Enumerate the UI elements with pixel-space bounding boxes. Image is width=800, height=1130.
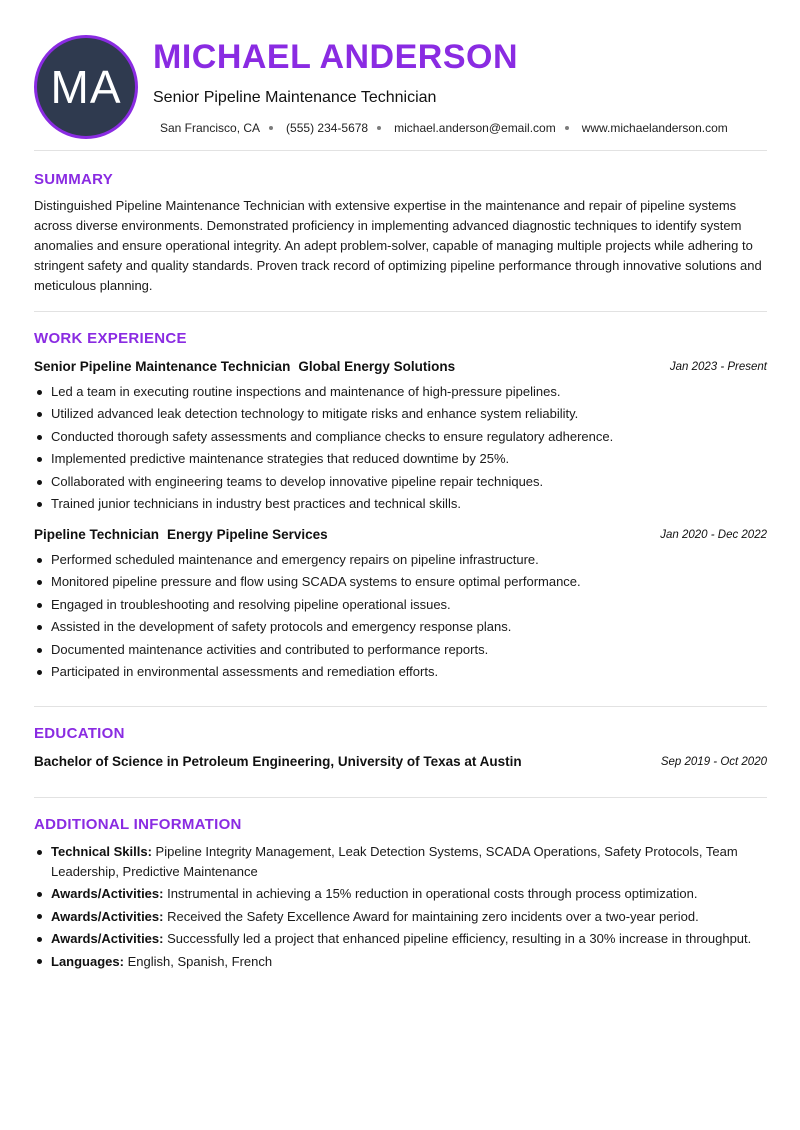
additional-heading: ADDITIONAL INFORMATION — [34, 816, 242, 833]
item-text: Pipeline Integrity Management, Leak Detection Systems, SCADA Operations, Safety Protocols, Team Leadership, Predictive Maintenance — [51, 844, 738, 879]
divider — [34, 150, 767, 151]
item-text: English, Spanish, French — [127, 953, 273, 969]
item-label: Awards/Activities: — [51, 886, 164, 901]
summary-text: Distinguished Pipeline Maintenance Technician with extensive expertise in the maintenance and repair of pipeline systems across diverse environments. Demonstrated proficiency in implementing advanced diagnostic techniques to identify system anomalies and ensure operational integrity. An adept problem-solver, capable of managing multiple projects while adhering to stringent safety and quality standards. Proven track record of optimizing pipeline performance through innovative solutions and meticulous planning. — [34, 198, 762, 293]
summary-heading: SUMMARY — [34, 171, 114, 188]
contact-separator-dot — [377, 126, 381, 130]
candidate-name: MICHAEL ANDERSON — [153, 38, 519, 76]
list-item: Monitored pipeline pressure and flow using SCADA systems to ensure optimal performance. — [34, 571, 767, 593]
resume-header — [0, 0, 800, 150]
job-bullets — [34, 381, 767, 515]
list-item — [34, 952, 767, 972]
item-text: Received the Safety Excellence Award for maintaining zero incidents over a two-year period. — [167, 908, 699, 924]
item-label: Awards/Activities: — [51, 908, 164, 924]
contact-email[interactable]: michael.anderson@email.com — [394, 121, 556, 135]
job-header — [34, 359, 767, 374]
additional-list — [34, 842, 767, 974]
contact-row — [160, 121, 728, 135]
contact-phone: (555) 234-5678 — [286, 121, 369, 135]
list-item: Participated in environmental assessments and remediation efforts. — [34, 661, 767, 683]
contact-separator-dot — [565, 126, 569, 130]
education-heading: EDUCATION — [34, 725, 125, 742]
job-company: Energy Pipeline Services — [167, 527, 328, 542]
job-role: Pipeline Technician — [34, 527, 160, 542]
contact-website[interactable]: www.michaelanderson.com — [581, 121, 728, 135]
education-degree: Bachelor of Science in Petroleum Engineering, University of Texas at Austin — [34, 754, 522, 769]
job-role: Senior Pipeline Maintenance Technician — [34, 359, 291, 374]
list-item — [34, 929, 767, 949]
list-item: Conducted thorough safety assessments and compliance checks to ensure regulatory adherence. — [34, 426, 767, 448]
item-label: Awards/Activities: — [51, 931, 164, 946]
list-item — [34, 842, 767, 881]
contact-separator-dot — [269, 126, 273, 130]
list-item — [34, 884, 767, 904]
item-label: Technical Skills: — [51, 844, 152, 859]
list-item: Trained junior technicians in industry best practices and technical skills. — [34, 493, 767, 515]
avatar-initials: MA — [50, 61, 122, 113]
job-header — [34, 527, 767, 542]
divider — [34, 311, 767, 312]
list-item: Performed scheduled maintenance and emergency repairs on pipeline infrastructure. — [34, 549, 767, 571]
job-dates: Jan 2020 - Dec 2022 — [660, 529, 767, 541]
list-item: Assisted in the development of safety protocols and emergency response plans. — [34, 616, 767, 638]
job-company: Global Energy Solutions — [298, 359, 456, 374]
avatar — [34, 35, 138, 139]
education-dates: Sep 2019 - Oct 2020 — [660, 756, 767, 768]
list-item — [34, 907, 767, 927]
contact-location: San Francisco, CA — [160, 121, 261, 135]
candidate-title: Senior Pipeline Maintenance Technician — [153, 89, 437, 106]
list-item: Collaborated with engineering teams to develop innovative pipeline repair techniques. — [34, 471, 767, 493]
item-text: Instrumental in achieving a 15% reduction in operational costs through process optimization. — [167, 886, 698, 901]
job-dates: Jan 2023 - Present — [669, 361, 767, 373]
job-bullets — [34, 549, 767, 683]
experience-heading: WORK EXPERIENCE — [34, 330, 187, 347]
list-item: Engaged in troubleshooting and resolving pipeline operational issues. — [34, 594, 767, 616]
list-item: Led a team in executing routine inspections and maintenance of high-pressure pipelines. — [34, 381, 767, 403]
divider — [34, 797, 767, 798]
list-item: Implemented predictive maintenance strategies that reduced downtime by 25%. — [34, 448, 767, 470]
item-label: Languages: — [51, 953, 124, 969]
list-item: Documented maintenance activities and contributed to performance reports. — [34, 639, 767, 661]
list-item: Utilized advanced leak detection technology to mitigate risks and enhance system reliability. — [34, 403, 767, 425]
divider — [34, 706, 767, 707]
item-text: Successfully led a project that enhanced pipeline efficiency, resulting in a 30% increase in throughput. — [167, 931, 752, 946]
